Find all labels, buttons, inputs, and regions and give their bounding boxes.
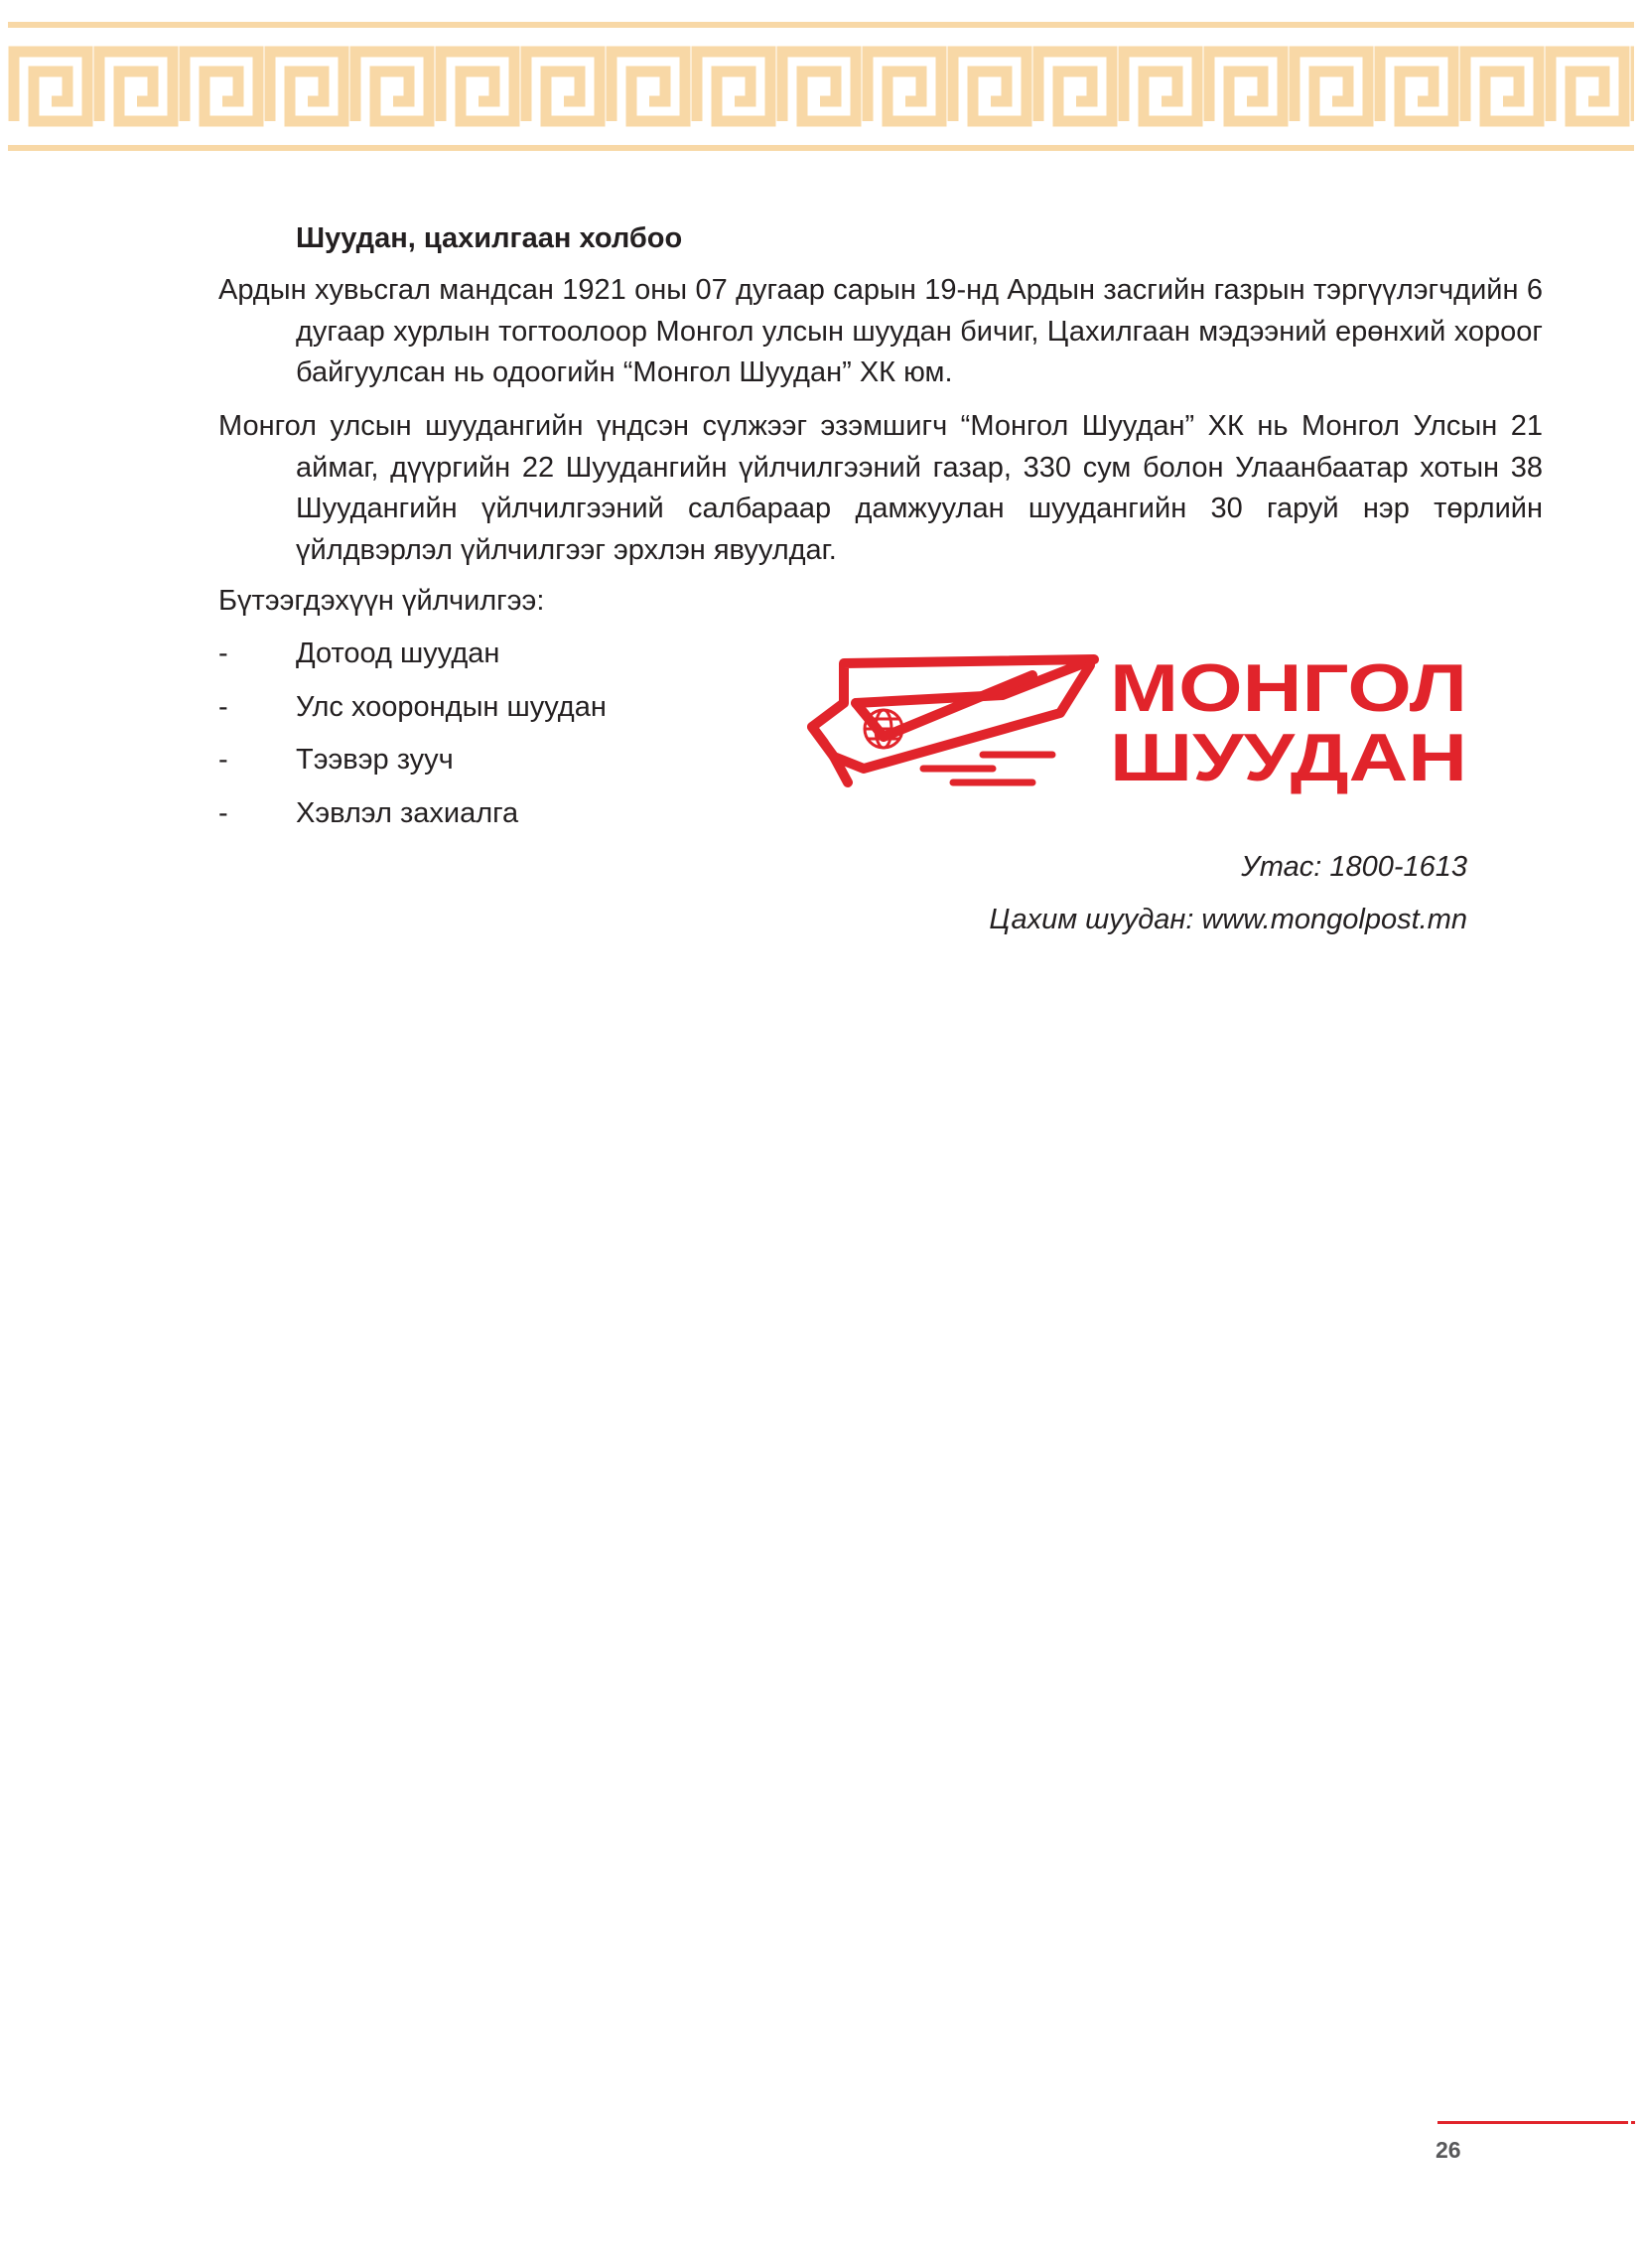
list-marker: -	[218, 796, 228, 829]
list-marker: -	[218, 638, 228, 669]
services-label: Бүтээгдэхүүн үйлчилгээ:	[218, 585, 545, 617]
network-paragraph: Монгол улсын шуудангийн үндсэн сүлжээг эзэмшигч “Монгол Шуудан” ХК нь Монгол Улсын 21 аймаг, дүүргийн 22 Шуудангийн үйлчилгээний газар, 330 сум болон Улаанбаатар хотын 38 Шуудангийн үйлчилгээний салбараар дамжуулан шуудангийн 30 гаруй нэр төрлийн үйлдвэрлэл үйлчилгээг эрхлэн явуулдаг.	[218, 410, 1543, 566]
paper-plane-icon	[812, 659, 1094, 782]
list-item-text: Тээвэр зууч	[296, 744, 454, 776]
globe-icon	[865, 710, 902, 748]
history-paragraph: Ардын хувьсгал мандсан 1921 оны 07 дугаар сарын 19-нд Ардын засгийн газрын тэргүүлэгчдийн 6 дугаар хурлын тогтоолоор Монгол улсын шуудан бичиг, Цахилгаан мэдээний ерөнхий хороог байгуулсан нь одоогийн “Монгол Шуудан” ХК юм.	[218, 274, 1543, 388]
key-pattern-border	[8, 22, 1634, 151]
footer-rule	[1437, 2121, 1628, 2124]
list-item-text: Дотоод шуудан	[296, 638, 500, 669]
logo-text-line-2: ШУУДАН	[1110, 720, 1467, 794]
list-item-text: Улс хоорондын шуудан	[296, 690, 607, 723]
logo-text-line-1: МОНГОЛ	[1110, 650, 1467, 726]
page-number: 26	[1436, 2137, 1461, 2163]
list-marker: -	[218, 744, 228, 776]
contact-website[interactable]: Цахим шуудан: www.mongolpost.mn	[989, 904, 1467, 935]
list-item-text: Хэвлэл захиалга	[296, 796, 519, 829]
mongol-post-logo	[804, 645, 1471, 794]
footer-rule-dot	[1631, 2121, 1635, 2124]
contact-phone: Утас: 1800-1613	[1241, 851, 1467, 883]
section-heading: Шуудан, цахилгаан холбоо	[296, 222, 683, 254]
list-marker: -	[218, 690, 228, 723]
